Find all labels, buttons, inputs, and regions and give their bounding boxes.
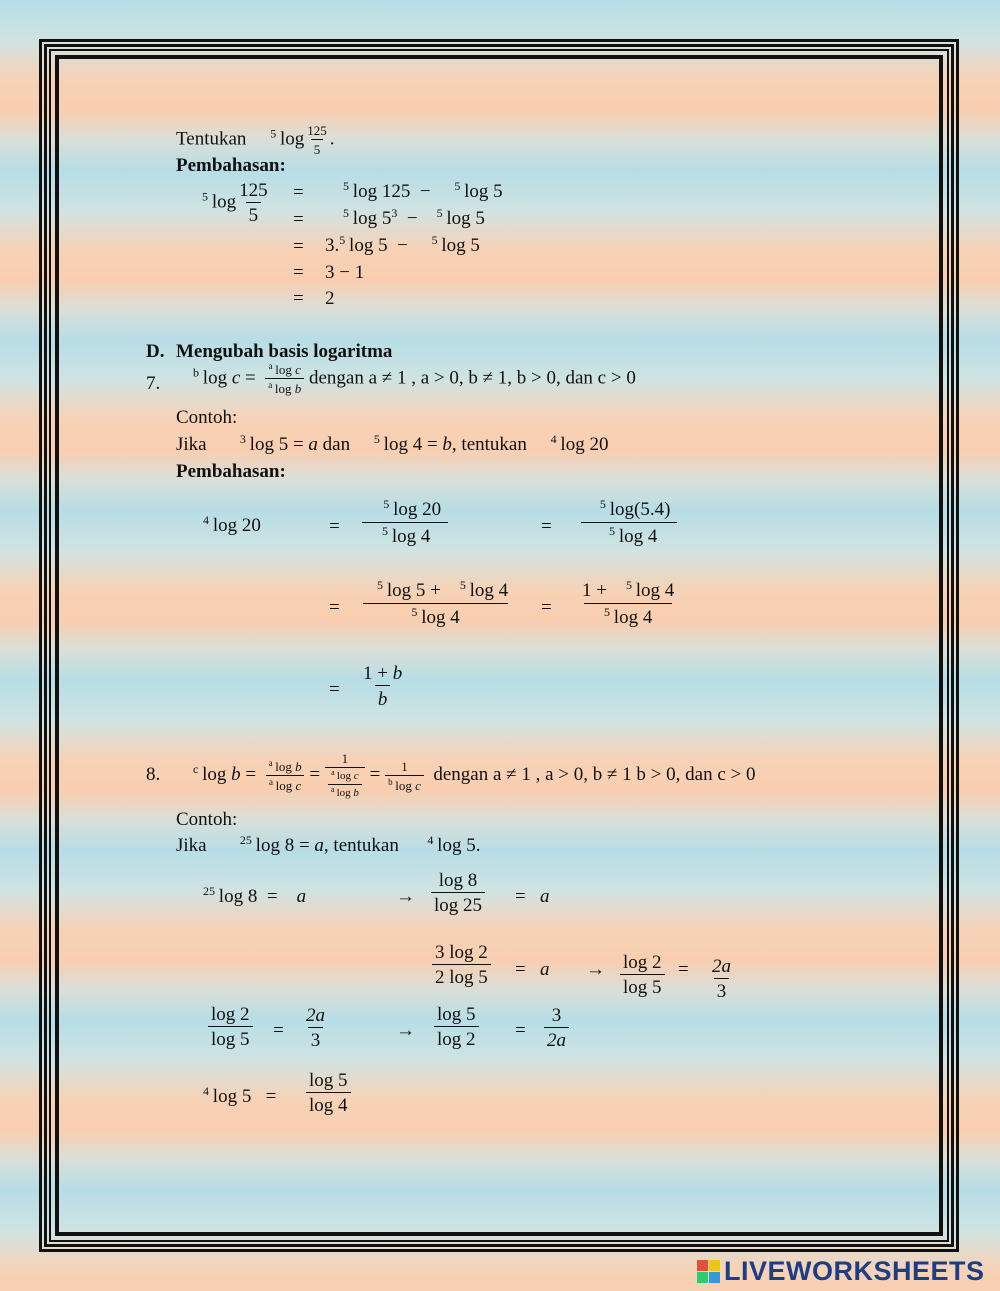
- solution1-row-5: 2: [325, 288, 335, 309]
- sol8-eq-3: =: [678, 959, 689, 980]
- sol8-frac-log2-log5-a: $\frac{\log 2}{\log 5}$: [620, 953, 665, 997]
- logo-text: LIVEWORKSHEETS: [724, 1256, 985, 1286]
- sol7-eq-4: =: [541, 597, 552, 618]
- eq-3: =: [293, 236, 304, 257]
- sol7-frac-2: $\frac{^5 \log(5.4)}{^5 \log 4}$: [581, 500, 677, 546]
- eq-2: =: [293, 209, 304, 230]
- sol7-frac-1: $\frac{^5 \log 20}{^5 \log 4}$: [362, 500, 448, 546]
- solution1-row-4: 3 − 1: [325, 262, 365, 283]
- solution1-row-2: $^5$ $\log 5^3$ − $^5$ log 5: [343, 206, 485, 229]
- rule7-formula: $^b$ log c = $\frac{^a \log c}{^a \log b}$ dengan a ≠ 1 , a > 0, b ≠ 1, b > 0, dan c > 0: [193, 361, 636, 396]
- sol8-arrow-3: →: [396, 1020, 415, 1041]
- logo-mark-icon: [697, 1260, 720, 1283]
- eq-4: =: [293, 262, 304, 283]
- sol8-arrow-1: →: [396, 886, 415, 907]
- rule7-number: 7.: [146, 373, 161, 394]
- sol8-line1-lhs: $^{25}$ log 8 = a: [203, 884, 307, 907]
- pembahasan-heading-1: Pembahasan:: [176, 155, 286, 176]
- section-d-title: Mengubah basis logaritma: [176, 341, 393, 362]
- solution1-row-1: $^5$ log 125 − $^5$ log 5: [343, 179, 503, 202]
- sol7-frac-3: $\frac{^5 \log 5 + ^5 \log 4}{^5 \log 4}$: [361, 581, 510, 627]
- sol7-frac-5: $\frac{1 + b}{b}$: [363, 663, 403, 710]
- sol7-frac-4: $\frac{1 + ^5 \log 4}{^5 \log 4}$: [582, 578, 675, 628]
- sol8-frac-log5-log2: $\frac{\log 5}{\log 2}$: [434, 1005, 479, 1049]
- example8-contoh: Contoh:: [176, 809, 238, 830]
- sol7-eq-2: =: [541, 516, 552, 537]
- eq-5: =: [293, 288, 304, 309]
- example7-line: Jika $^3$ log 5 = a dan $^5$ log 4 = b, tentukan $^4$ log 20: [176, 432, 609, 455]
- example8-line: Jika $^{25}$ log 8 = a, tentukan $^4$ log 5.: [176, 833, 481, 856]
- example7-contoh: Contoh:: [176, 407, 238, 428]
- section-d-letter: D.: [146, 341, 165, 362]
- sol8-eq-5: =: [515, 1020, 526, 1041]
- sol8-frac-2a-3-a: $\frac{2a}{3}$: [712, 956, 731, 1002]
- sol8-frac-log2-log5-b: $\frac{\log 2}{\log 5}$: [208, 1005, 253, 1049]
- sol7-lhs: $^4$ log 20: [203, 513, 261, 536]
- liveworksheets-logo[interactable]: [697, 1256, 985, 1287]
- sol8-eq-4: =: [273, 1020, 284, 1041]
- intro-line: Tentukan $^5$ log $\frac{125}{5}$ .: [176, 123, 335, 157]
- sol7-eq-5: =: [329, 679, 340, 700]
- sol8-arrow-2: →: [586, 959, 605, 980]
- sol8-frac-3-2a: $\frac{3}{2a}$: [544, 1006, 569, 1050]
- sol8-frac-log8-log25: $\frac{\log 8}{\log 25}$: [431, 871, 485, 915]
- eq-1: =: [293, 182, 304, 203]
- sol8-frac-log5-log4: $\frac{\log 5}{\log 4}$: [306, 1071, 351, 1115]
- sol8-frac-2a-3-b: $\frac{2a}{3}$: [306, 1005, 325, 1051]
- sol7-eq-3: =: [329, 597, 340, 618]
- solution1-lhs: $^5$ log $\frac{125}{5}$: [202, 180, 268, 226]
- sol8-frac-3log2: $\frac{3 \log 2}{2 \log 5}$: [432, 943, 491, 987]
- pembahasan-heading-2: Pembahasan:: [176, 461, 286, 482]
- sol7-eq-1: =: [329, 516, 340, 537]
- sol8-eq-a1: = a: [515, 886, 550, 907]
- rule8-formula: $^c$ log b = $\frac{^a \log b}{^a \log c}$ = $\frac{1}{\frac{^a \log c}{^a \log b}}$ = $\frac{1}{^b \log c}$ dengan a ≠ 1 , a > 0, b ≠ 1 b > 0, dan c > 0: [193, 751, 756, 799]
- solution1-row-3: 3.$^5$ log 5 − $^5$ log 5: [325, 233, 480, 256]
- sol8-final-lhs: $^4$ log 5 =: [203, 1084, 277, 1107]
- sol8-eq-a2: = a: [515, 959, 550, 980]
- rule8-number: 8.: [146, 764, 161, 785]
